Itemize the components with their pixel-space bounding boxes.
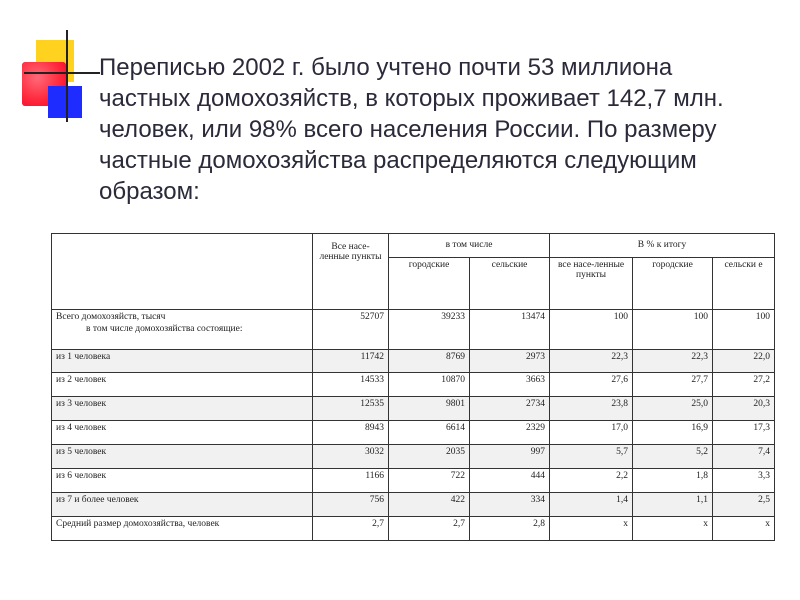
cell-urban: 422 bbox=[389, 493, 470, 517]
cell-pct-rural: 17,3 bbox=[713, 421, 775, 445]
header-urban: городские bbox=[389, 258, 470, 310]
cell-all: 2,7 bbox=[313, 517, 389, 541]
cell-rural: 444 bbox=[470, 469, 550, 493]
row-label: из 2 человек bbox=[52, 373, 313, 397]
cell-pct-all: 23,8 bbox=[550, 397, 633, 421]
cell-all: 756 bbox=[313, 493, 389, 517]
decor-blue-square bbox=[48, 86, 82, 118]
cell-all: 1166 bbox=[313, 469, 389, 493]
decor-horizontal-line bbox=[24, 72, 100, 74]
row-label: из 7 и более человек bbox=[52, 493, 313, 517]
cell-pct-urban: 1,8 bbox=[633, 469, 713, 493]
row-label: из 4 человек bbox=[52, 421, 313, 445]
cell-pct-rural: 3,3 bbox=[713, 469, 775, 493]
cell-pct-rural: 7,4 bbox=[713, 445, 775, 469]
cell-urban: 9801 bbox=[389, 397, 470, 421]
row-label: из 5 человек bbox=[52, 445, 313, 469]
header-incl: в том числе bbox=[389, 234, 550, 258]
cell-pct-rural: 22,0 bbox=[713, 350, 775, 373]
row-label bbox=[52, 310, 313, 350]
cell-pct-urban: 25,0 bbox=[633, 397, 713, 421]
cell-pct-rural: 2,5 bbox=[713, 493, 775, 517]
row-sublabel: в том числе домохозяйства состоящие: bbox=[86, 324, 243, 334]
cell-pct-all: 27,6 bbox=[550, 373, 633, 397]
cell-all: 11742 bbox=[313, 350, 389, 373]
cell-pct-urban: 5,2 bbox=[633, 445, 713, 469]
cell-all: 8943 bbox=[313, 421, 389, 445]
cell-all: 52707 bbox=[313, 310, 389, 350]
cell-rural: 2329 bbox=[470, 421, 550, 445]
cell-rural: 334 bbox=[470, 493, 550, 517]
cell-pct-all: 1,4 bbox=[550, 493, 633, 517]
slide-title: Переписью 2002 г. было учтено почти 53 миллиона частных домохозяйств, в которых проживает 142,7 млн. человек, или 98% всего населения России. По размеру частные домохозяйства распределяются следующим образом: bbox=[99, 54, 724, 205]
row-label-main: Всего домохозяйств, тысяч bbox=[56, 312, 166, 322]
cell-pct-all: 2,2 bbox=[550, 469, 633, 493]
cell-pct-urban: 1,1 bbox=[633, 493, 713, 517]
header-rural: сельские bbox=[470, 258, 550, 310]
cell-pct-all: 5,7 bbox=[550, 445, 633, 469]
cell-pct-rural: 20,3 bbox=[713, 397, 775, 421]
row-label: из 6 человек bbox=[52, 469, 313, 493]
cell-urban: 8769 bbox=[389, 350, 470, 373]
row-label: из 1 человека bbox=[52, 350, 313, 373]
cell-all: 3032 bbox=[313, 445, 389, 469]
cell-pct-rural: 27,2 bbox=[713, 373, 775, 397]
row-label: из 3 человек bbox=[52, 397, 313, 421]
cell-urban: 722 bbox=[389, 469, 470, 493]
cell-rural: 2973 bbox=[470, 350, 550, 373]
households-table bbox=[51, 233, 775, 541]
row-label: Средний размер домохозяйства, человек bbox=[52, 517, 313, 541]
cell-pct-rural: x bbox=[713, 517, 775, 541]
cell-rural: 997 bbox=[470, 445, 550, 469]
cell-rural: 13474 bbox=[470, 310, 550, 350]
header-pct: В % к итогу bbox=[550, 234, 775, 258]
header-pct-urban: городские bbox=[633, 258, 713, 310]
cell-pct-rural: 100 bbox=[713, 310, 775, 350]
cell-rural: 3663 bbox=[470, 373, 550, 397]
cell-all: 12535 bbox=[313, 397, 389, 421]
cell-urban: 2035 bbox=[389, 445, 470, 469]
cell-pct-urban: x bbox=[633, 517, 713, 541]
cell-pct-urban: 22,3 bbox=[633, 350, 713, 373]
cell-pct-all: 100 bbox=[550, 310, 633, 350]
cell-rural: 2,8 bbox=[470, 517, 550, 541]
cell-pct-all: x bbox=[550, 517, 633, 541]
cell-pct-urban: 16,9 bbox=[633, 421, 713, 445]
cell-pct-all: 17,0 bbox=[550, 421, 633, 445]
header-all: Все насе-ленные пункты bbox=[313, 234, 389, 310]
cell-rural: 2734 bbox=[470, 397, 550, 421]
header-empty bbox=[52, 234, 313, 310]
cell-urban: 39233 bbox=[389, 310, 470, 350]
decor-vertical-line bbox=[66, 30, 68, 122]
cell-pct-urban: 27,7 bbox=[633, 373, 713, 397]
cell-all: 14533 bbox=[313, 373, 389, 397]
cell-pct-all: 22,3 bbox=[550, 350, 633, 373]
header-pct-rural: сельски е bbox=[713, 258, 775, 310]
cell-urban: 2,7 bbox=[389, 517, 470, 541]
header-pct-all: все насе-ленные пункты bbox=[550, 258, 633, 310]
cell-pct-urban: 100 bbox=[633, 310, 713, 350]
cell-urban: 10870 bbox=[389, 373, 470, 397]
cell-urban: 6614 bbox=[389, 421, 470, 445]
